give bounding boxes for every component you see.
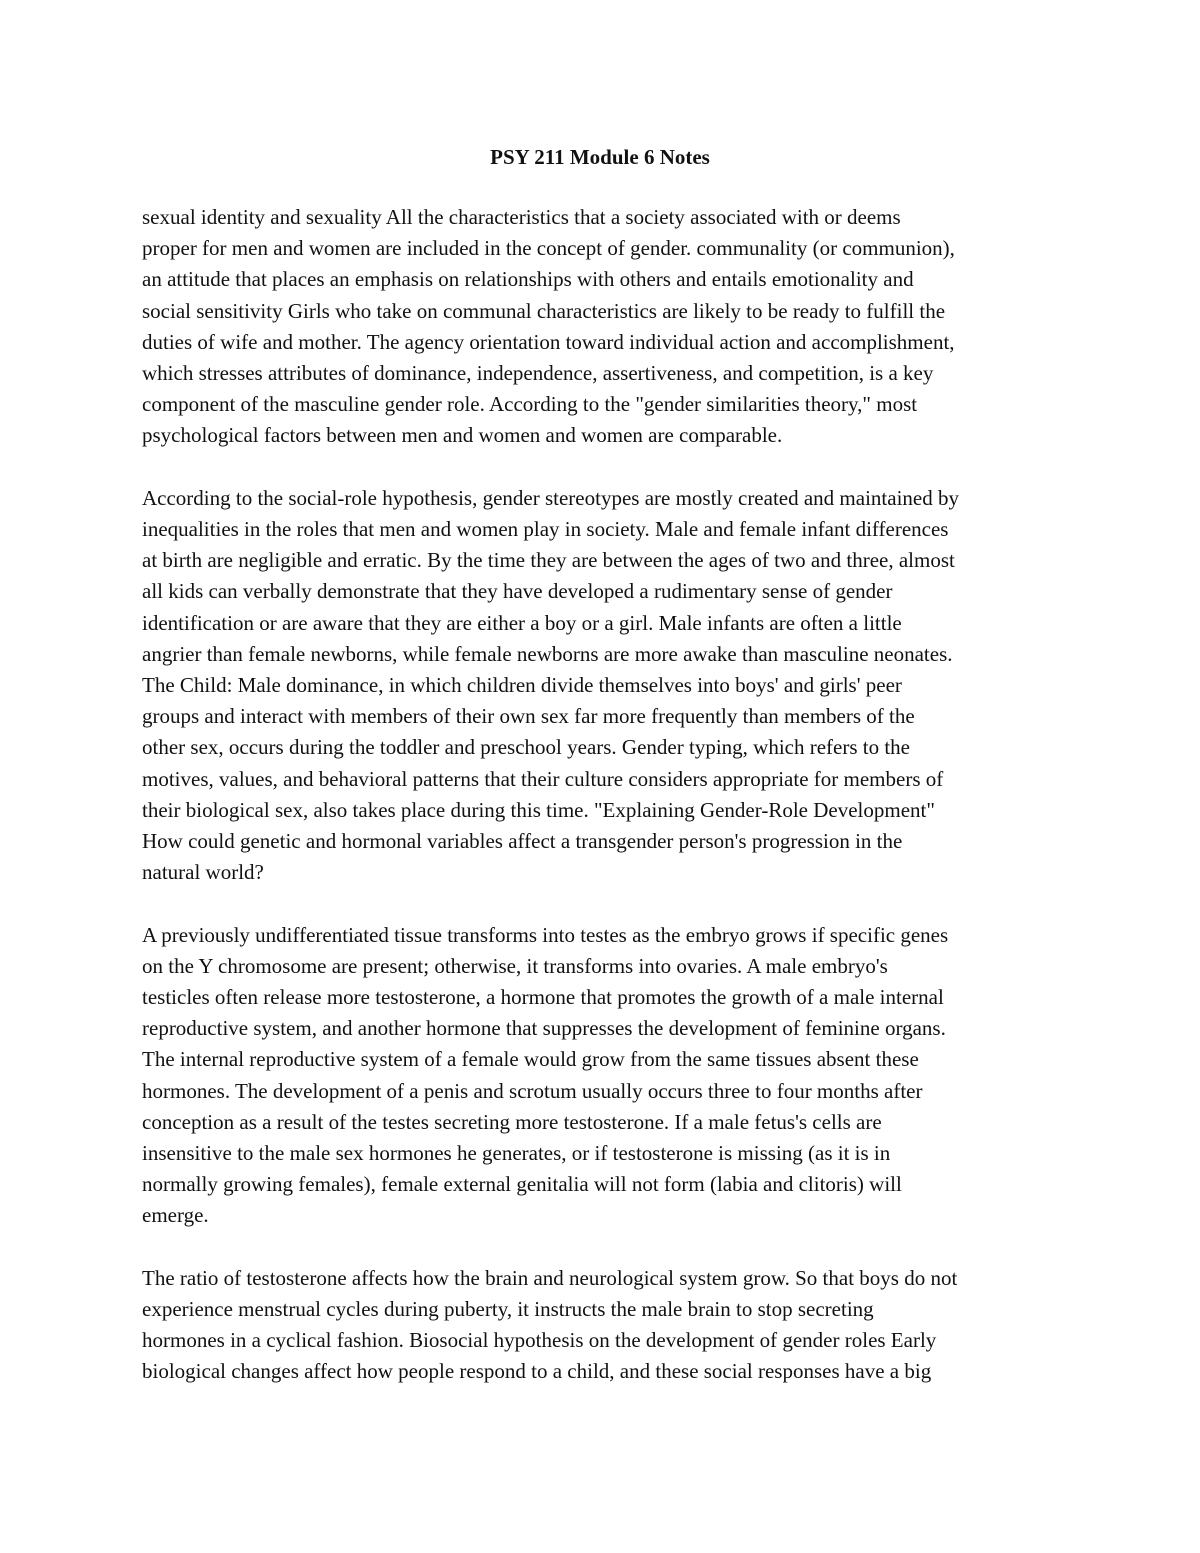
paragraph-line: other sex, occurs during the toddler and preschool years. Gender typing, which refers to the: [142, 735, 911, 760]
paragraph-line: hormones. The development of a penis and scrotum usually occurs three to four months after: [142, 1078, 923, 1103]
paragraph-line: duties of wife and mother. The agency orientation toward individual action and accomplishment,: [142, 329, 955, 354]
paragraph-line: sexual identity and sexuality All the characteristics that a society associated with or deems: [142, 205, 901, 229]
paragraph-line: inequalities in the roles that men and women play in society. Male and female infant differences: [142, 517, 949, 542]
paragraph-3: [142, 920, 1062, 1232]
document-body: [142, 202, 1062, 1419]
paragraph-4: [142, 1263, 1062, 1388]
paragraph-line: groups and interact with members of their own sex far more frequently than members of the: [142, 704, 915, 729]
paragraph-line: testicles often release more testosterone, a hormone that promotes the growth of a male internal: [142, 985, 944, 1010]
paragraph-2: [142, 483, 1062, 889]
paragraph-line: insensitive to the male sex hormones he generates, or if testosterone is missing (as it is in: [142, 1141, 891, 1166]
paragraph-line: The Child: Male dominance, in which children divide themselves into boys' and girls' peer: [142, 673, 902, 698]
paragraph-line: normally growing females), female external genitalia will not form (labia and clitoris) will: [142, 1172, 902, 1197]
paragraph-line: motives, values, and behavioral patterns that their culture considers appropriate for members of: [142, 766, 944, 791]
paragraph-line: conception as a result of the testes secreting more testosterone. If a male fetus's cells are: [142, 1109, 882, 1134]
paragraph-line: an attitude that places an emphasis on relationships with others and entails emotionality and: [142, 267, 914, 292]
paragraph-line: How could genetic and hormonal variables affect a transgender person's progression in the: [142, 829, 903, 854]
paragraph-line: A previously undifferentiated tissue transforms into testes as the embryo grows if specific genes: [142, 922, 949, 947]
paragraph-line: emerge.: [142, 1203, 209, 1228]
paragraph-line: on the Y chromosome are present; otherwise, it transforms into ovaries. A male embryo's: [142, 953, 888, 978]
paragraph-line: component of the masculine gender role. According to the "gender similarities theory," most: [142, 392, 918, 417]
paragraph-line: hormones in a cyclical fashion. Biosocial hypothesis on the development of gender roles Early: [142, 1328, 937, 1353]
paragraph-line: social sensitivity Girls who take on communal characteristics are likely to be ready to fulfill the: [142, 298, 946, 323]
paragraph-line: identification or are aware that they are either a boy or a girl. Male infants are often a little: [142, 610, 902, 635]
paragraph-line: reproductive system, and another hormone that suppresses the development of feminine organs.: [142, 1016, 946, 1041]
paragraph-line: According to the social-role hypothesis, gender stereotypes are mostly created and maintained by: [142, 485, 959, 510]
paragraph-line: The ratio of testosterone affects how the brain and neurological system grow. So that boys do not: [142, 1265, 958, 1290]
paragraph-line: angrier than female newborns, while female newborns are more awake than masculine neonates.: [142, 641, 953, 666]
paragraph-1: [142, 202, 1062, 452]
document-title: PSY 211 Module 6 Notes: [490, 145, 710, 169]
paragraph-line: at birth are negligible and erratic. By the time they are between the ages of two and three, almost: [142, 548, 955, 573]
paragraph-line: biological changes affect how people respond to a child, and these social responses have a big: [142, 1359, 932, 1384]
paragraph-line: proper for men and women are included in the concept of gender. communality (or communion),: [142, 236, 955, 261]
paragraph-line: The internal reproductive system of a female would grow from the same tissues absent these: [142, 1047, 919, 1072]
paragraph-line: all kids can verbally demonstrate that they have developed a rudimentary sense of gender: [142, 579, 893, 604]
paragraph-line: natural world?: [142, 860, 264, 885]
paragraph-line: psychological factors between men and women and women are comparable.: [142, 423, 783, 448]
paragraph-line: which stresses attributes of dominance, independence, assertiveness, and competition, is a key: [142, 361, 934, 386]
paragraph-line: experience menstrual cycles during puberty, it instructs the male brain to stop secreting: [142, 1297, 874, 1322]
paragraph-line: their biological sex, also takes place during this time. "Explaining Gender-Role Development": [142, 797, 935, 822]
